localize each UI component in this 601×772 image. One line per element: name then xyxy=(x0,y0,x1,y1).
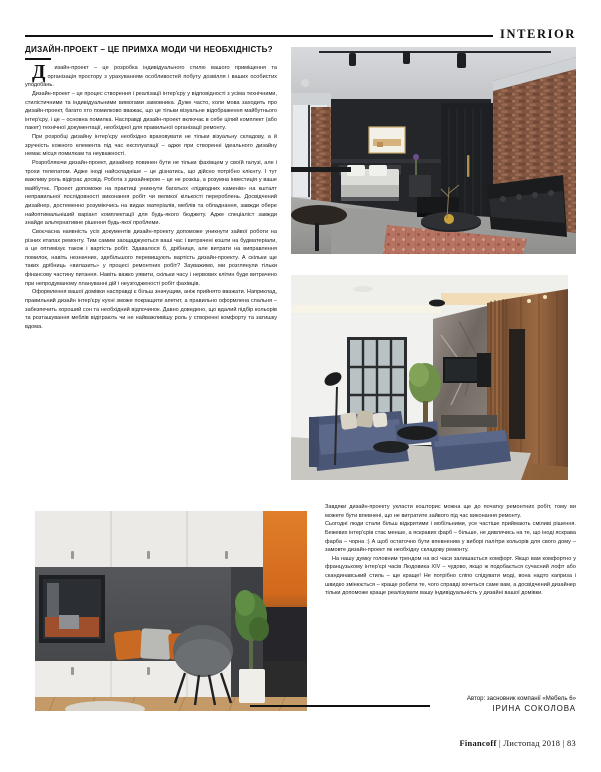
paragraph: Своєчасна наявність усіх документів дизайн-проекту допоможе уникнути зайвої роботи на різних етапах ремонту. Тим самим заощаджуються ваші час і витрачені кошти на будматеріали, а це оптимізує також і вартість робіт. Здавалося б, дрібниця, але витрати на виправлення помилок, навіть незначних, здебільшого перевищують вартість дизайн-проекту. А скільки ще таких дрібниць «вилазить» у процесі ремонтних робіт? Зауважимо, ми розглянули тільки фінансову частину питання. Навіть важко уявити, скільки часу і нервових клітин буде витрачено при непродуманому плануванні дій і неузгодженості робіт фахівців. xyxy=(25,228,277,287)
paragraph: Завдяки дизайн-проекту укласти кошторис можна ще до початку ремонтних робіт, тому ви можете бути впевнені, що не витратите зайвого під час виконання ремонту. xyxy=(325,504,576,519)
author-name: ІРИНА СОКОЛОВА xyxy=(492,704,576,713)
paragraph: При розробці дизайну інтер'єру необхідно враховувати не тільки візуальну складову, а й зручність кожного елемента під час експлуатації – адже при створенні ідеального дизайну немає місця помилкам та неуважності. xyxy=(25,134,277,158)
running-head-label: INTERIOR xyxy=(499,26,576,41)
photo-tv-unit-room xyxy=(35,511,307,711)
footer-separator: | xyxy=(499,739,501,748)
author-prefix: Автор: засновник компанії «Мебель 6» xyxy=(466,695,576,702)
page-title: ДИЗАЙН-ПРОЕКТ – ЦЕ ПРИМХА МОДИ ЧИ НЕОБХІДНІСТЬ? xyxy=(25,45,273,54)
footer-separator: | xyxy=(562,739,565,748)
photo-modern-living-room xyxy=(291,275,568,480)
photo-loft-bedroom xyxy=(291,47,576,254)
running-head-rule xyxy=(25,35,493,37)
paragraph: Розробляючи дизайн-проект, дизайнер повинен бути не тільки фахівцем у своїй галузі, але і трохи телепатом. Адже іноді найскладніше – це дізнатись, що дійсно потрібно клієнту. І тут важливу роль відіграє досвід. Робота з дизайнером – це не розкіш, а розумна інвестиція у ваше майбутнє. Проект допоможе на практиці уникнути багатьох «підводних каменів» на кшталт неправильної послідовності виконання робіт чи великої кількості перероблень. Досвідчений дизайнер, достеменно розуміючись на видах матеріалів, меблів та обладнання, завжди обере найоптимальніший варіант комплектації для будь-якого бюджету. Адже спеціаліст завжди знайде альтернативне рішення будь-якої проблеми. xyxy=(25,159,277,227)
footer-brand: Financoff xyxy=(459,739,497,748)
article-body-right xyxy=(325,503,576,598)
author-block xyxy=(250,694,576,714)
footer-issue: Листопад 2018 xyxy=(503,739,561,748)
paragraph: Дизайн-проект – це процес створення і реалізації інтер'єру у відповідності з усіма технічними, стилістичними та індивідуальними вимогами замовника. Дуже часто, коли мова заходить про дизайн-проект, багато хто помилково вважає, що це тільки візуальне відображення майбутнього інтер'єру, і це – основна помилка. Насправді дизайн-проект включає в себе цілий комплект (або пакет) технічної документації, необхідної для правильної організації ремонту. xyxy=(25,90,277,132)
paragraph: Дизайн-проект – це розробка індивідуального стилю вашого приміщення та організація простору з урахуванням особливостей побуту дозвілля і ваших особистих уподобань. xyxy=(25,62,277,89)
page-title-underline xyxy=(25,58,51,60)
paragraph: Оформлення вашої домівки насправді є більш значущим, аніж прийнято вважати. Наприклад, правильний дизайн інтер'єру кухні зможе покращити апетит, а правильно оформлена спальня – забезпечить хороший сон та необхідний відпочинок. Давно доведено, що вдалий підбір кольорів та розташування меблів відіграють чи не найважливішу роль у створенні комфорту та затишку вдома. xyxy=(25,289,277,330)
article-body-left xyxy=(25,64,277,331)
footer-page-number: 83 xyxy=(567,739,576,748)
page-footer xyxy=(25,739,576,748)
paragraph: На нашу думку головним трендом на всі часи залишається комфорт. Якщо вам комфортно у французькому інтер'єрі часів Людовика XIV – чудово, якщо ж подобається сучасний лофт або скандинавський стиль – ще краще! Не потрібно сліпо слідувати моді, вона надто каприза і швидко змінюється – краще робити те, чого справді хочеться саме вам, а досвідчений дизайнер тільки допоможе краще реалізувати вашу індивідуальність у дизайні вашої домівки. xyxy=(325,555,576,597)
running-head xyxy=(25,24,576,44)
paragraph: Сьогодні люди стали більш відкритими і мобільними, усе частіше приймають сміливі рішення. Бежевих інтер'єрів стає менше, а яскравих фарб – більше, не дивлячись на те, що іноді яскрава фарба – чорна :) А щоб остаточно бути впевненим у виборі палітри кольорів для свого дому – замовте дизайн-проект як необхідну складову ремонту. xyxy=(325,521,576,554)
